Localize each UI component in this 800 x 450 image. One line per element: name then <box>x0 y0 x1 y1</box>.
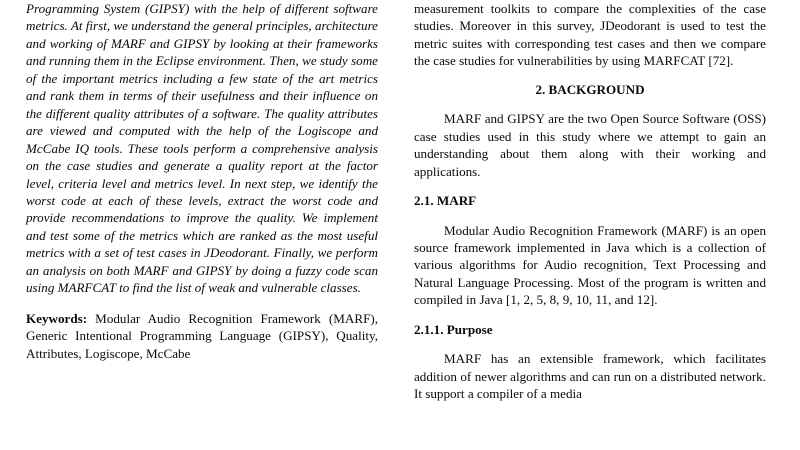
right-column <box>414 0 766 450</box>
keywords-paragraph <box>26 310 378 362</box>
background-paragraph: MARF and GIPSY are the two Open Source Software (OSS) case studies used in this study where we attempt to gain an understanding about them along with their working and applications. <box>414 111 766 179</box>
left-column <box>26 0 378 450</box>
abstract-continuation-paragraph: Programming System (GIPSY) with the help of different software metrics. At first, we understand the general principles, architecture and working of MARF and GIPSY by looking at their frameworks and running them in the Eclipse environment. Then, we study some of the important metrics including a few state of the art metrics and rank them in terms of their usefulness and their influence on the different quality attributes of a software. The quality attributes are viewed and computed with the help of the Logiscope and McCabe IQ tools. These tools perform a comprehensive analysis on the case studies and generate a quality report at the factor level, criteria level and metrics level. In next step, we identify the worst code at each of these levels, extract the worst code and provide recommendations to improve the quality. We implement and test some of the metrics which are ranked as the most useful metrics with a set of test cases in JDeodorant. Finally, we perform an analysis on both MARF and GIPSY by doing a fuzzy code scan using MARFCAT to find the list of weak and vulnerable classes. <box>26 1 378 296</box>
keywords-list: Modular Audio Recognition Framework (MARF), Generic Intentional Programming Language (GIPSY), Quality, Attributes, Logiscope, McCabe <box>26 310 378 361</box>
purpose-paragraph: MARF has an extensible framework, which facilitates addition of newer algorithms and can run on a distributed network. It support a compiler of a media <box>414 351 766 402</box>
marf-paragraph: Modular Audio Recognition Framework (MARF) is an open source framework implemented in Java which is a collection of various algorithms for Audio recognition, Text Processing and Natural Language Processing. Most of the program is written and compiled in Java [1, 2, 5, 8, 9, 10, 11, and 12]. <box>414 222 766 308</box>
section-heading-marf: 2.1. MARF <box>414 193 477 209</box>
keywords-label: Keywords: <box>26 310 88 326</box>
section-heading-purpose: 2.1.1. Purpose <box>414 321 493 337</box>
introduction-continuation-paragraph: measurement toolkits to compare the complexities of the case studies. Moreover in this survey, JDeodorant is used to test the metric suites with corresponding test cases and then we compare the case studies for vulnerabilities by using MARFCAT [72]. <box>414 1 766 69</box>
section-heading-background: 2. BACKGROUND <box>535 81 645 97</box>
